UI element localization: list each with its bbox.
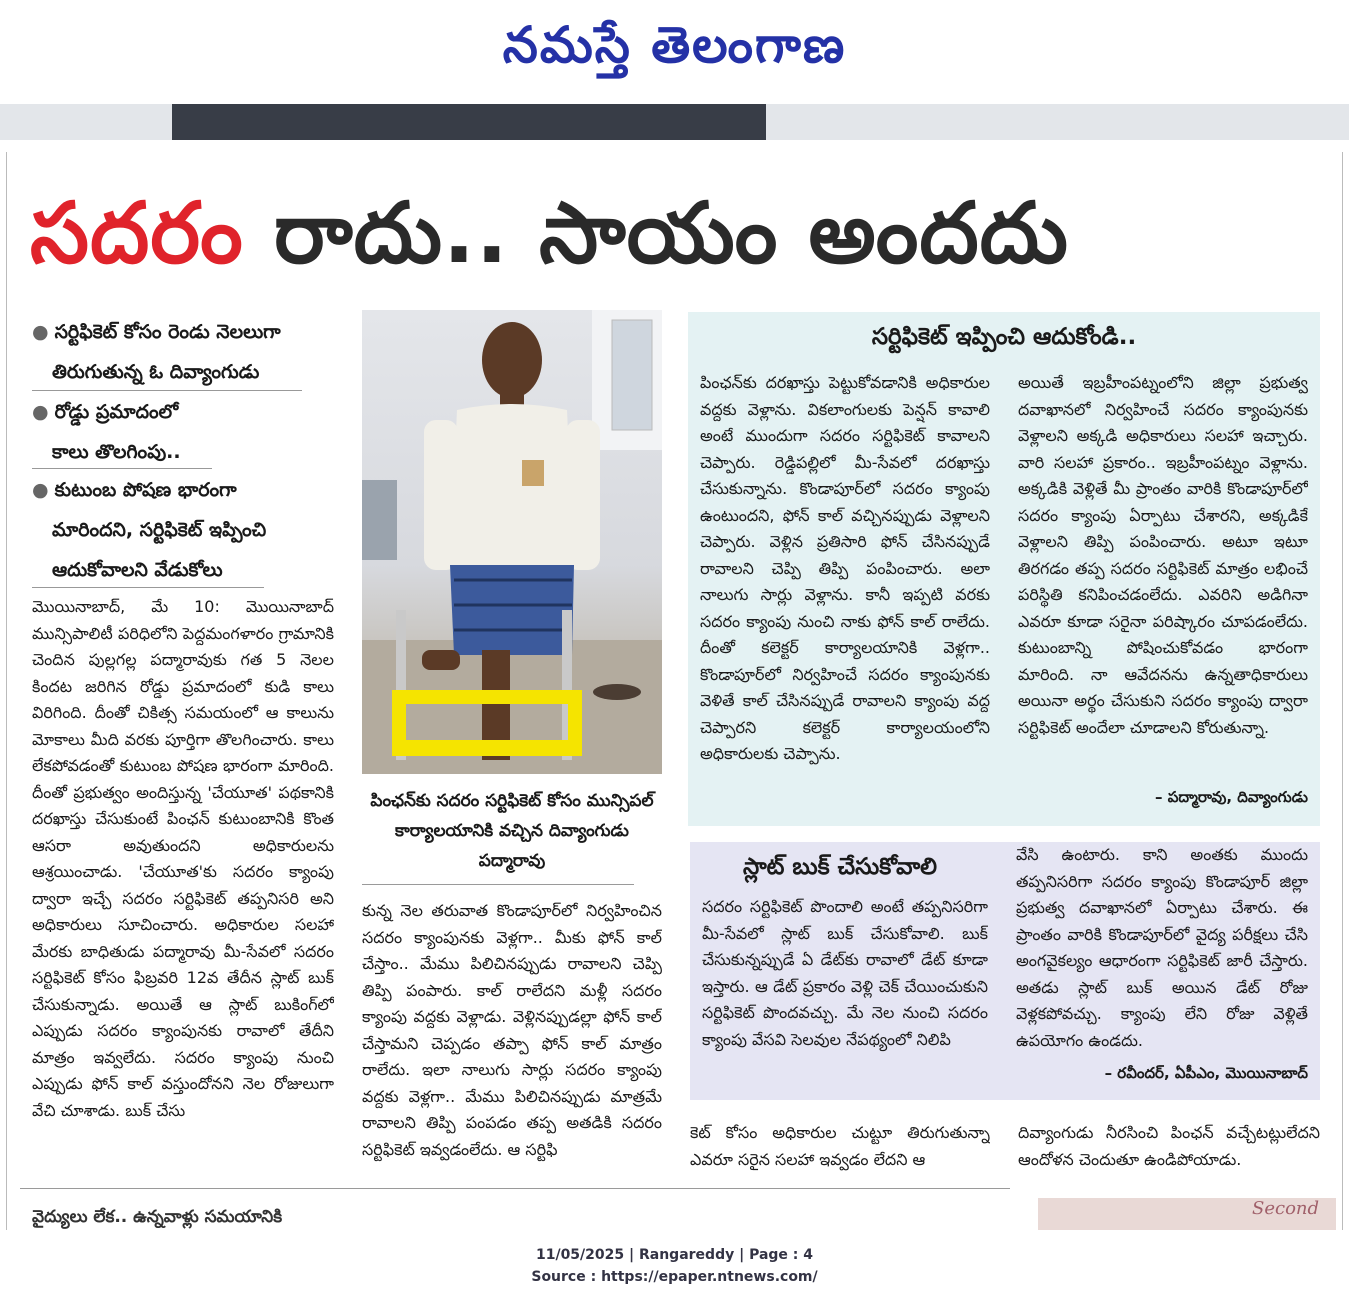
page-frame-right bbox=[1342, 152, 1343, 1230]
photo-caption: పింఛన్‌కు సదరం సర్టిఫికెట్ కోసం మున్సిపల్ కార్యాలయానికి వచ్చిన దివ్యాంగుడు పద్మారావు bbox=[370, 791, 654, 871]
article-col-1: మొయినాబాద్, మే 10: మొయినాబాద్ మున్సిపాలిటీ పరిధిలోని పెద్దమంగళారం గ్రామానికి చెందిన పుల్లగల్ల పద్మారావుకు గత 5 నెలల కిందట జరిగిన రోడ్డు ప్రమాదంలో కుడి కాలు విరిగింది. దీంతో చికిత్స సమయంలో ఆ కాలును మోకాలు మీది వరకు పూర్తిగా తొలగించారు. కాలు లేకపోవడంతో కుటుంబ పోషణ భారంగా మారింది. దీంతో ప్రభుత్వం అందిస్తున్న 'చేయూత' పథకానికి దరఖాస్తు చేసుకుంటే పింఛన్ కుటుంబానికి కొంత ఆసరా అవుతుందని అధికారులను ఆశ్రయించాడు. 'చేయూత'కు సదరం క్యాంపు ద్వారా ఇచ్చే సదరం సర్టిఫికెట్ తప్పనిసరి అని అధికారులు సూచించారు. అధికారుల సలహా మేరకు బాధితుడు పద్మారావు మీ-సేవలో సదరం సర్టిఫికెట్ కోసం ఫిబ్రవరి 12వ తేదీన స్లాట్ బుక్ చేసుకున్నాడు. అయితే ఆ స్లాట్ బుకింగ్‌లో ఎప్పుడు సదరం క్యాంపునకు రావాలో తేదీని మాత్రం ఇవ్వలేదు. సదరం క్యాంపు నుంచి ఎప్పుడు ఫోన్ కాల్ వస్తుందోనని నెల రోజులుగా వేచి చూశాడు. బుక్ చేసు bbox=[32, 597, 334, 1120]
article-col-2: కున్న నెల తరువాత కొండాపూర్‌లో నిర్వహించిన సదరం క్యాంపునకు వెళ్లగా.. మీకు ఫోన్ కాల్ చేస్తాం.. మేము పిలిచినప్పుడు రావాలని చెప్పి తిప్పి పంపారు. కాల్ రాలేదని మళ్లీ సదరం క్యాంపు వద్దకు వెళ్లాడు. వెళ్లినప్పుడల్లా ఫోన్ కాల్ చేస్తామని చెప్పడం తప్పా ఫోన్ కాల్ మాత్రం రాలేదు. ఇలా నాలుగు సార్లు సదరం క్యాంపు వద్దకు వెళ్లగా.. మేము పిలిచినప్పుడు మాత్రమే రావాలని తిప్పి పంపడం తప్ప అతడికి సదరం సర్టిఫికెట్ ఇవ్వడంలేదు. ఆ సర్టిఫి bbox=[362, 901, 662, 1159]
article-col-4: దివ్యాంగుడు నీరసించి పింఛన్ వచ్చేటట్లులేదని ఆందోళన చెందుతూ ఉండిపోయాడు. bbox=[1018, 1123, 1320, 1169]
photo-padmarao bbox=[362, 310, 662, 774]
bottom-rule bbox=[20, 1188, 1010, 1189]
advertisement-thumbnail bbox=[1038, 1198, 1336, 1230]
box1-title: సర్టిఫికెట్ ఇప్పించి ఆదుకోండి.. bbox=[871, 324, 1137, 350]
bullet-2: ● రోడ్డు ప్రమాదంలో కాలు తొలగింపు.. bbox=[32, 392, 332, 472]
bullet-divider bbox=[32, 587, 264, 588]
person-illustration bbox=[362, 310, 662, 774]
box1-col-1: పింఛన్‌కు దరఖాస్తు పెట్టుకోవడానికి అధికారుల వద్దకు వెళ్లాను. వికలాంగులకు పెన్షన్ కావాలి అంటే ముందుగా సదరం సర్టిఫికెట్ కావాలని చెప్పారు. రెడ్డిపల్లిలో మీ-సేవలో దరఖాస్తు చేసుకున్నాను. కొండాపూర్‌లో సదరం క్యాంపు ఉంటుందని, ఫోన్ కాల్ వచ్చినప్పుడు వెళ్లాలని చెప్పారు. వెళ్లిన ప్రతిసారి ఫోన్ చేసినప్పుడే రావాలని చెప్పి తిప్పి పంపించారు. అలా నాలుగు సార్లు వెళ్లాను. కానీ ఇప్పటి వరకు సదరం క్యాంపు నుంచి నాకు ఫోన్ కాల్ రాలేదు. దీంతో కలెక్టర్ కార్యాలయానికి వెళ్లగా.. కొండాపూర్‌లో నిర్వహించే సదరం క్యాంపునకు వెళితే కాల్ చేసినప్పుడే రావాలని క్యాంపు వద్ద చెప్పారని కలెక్టర్ కార్యాలయంలోని అధికారులకు చెప్పాను. bbox=[700, 373, 990, 763]
footer bbox=[0, 1244, 1349, 1288]
top-band-dark bbox=[172, 104, 766, 140]
box2-col-2: వేసి ఉంటారు. కాని అంతకు ముందు తప్పనిసరిగా సదరం క్యాంపు కొండాపూర్ జిల్లా ప్రభుత్వ దవాఖానలో ఏర్పాటు చేశారు. ఈ ప్రాంతం వారికి కొండాపూర్‌లో వైద్య పరీక్షలు చేసి అంగవైకల్యం ఆధారంగా సర్టిఫికెట్ జారీ చేస్తారు. అతడు స్లాట్ బుక్ అయిన డేట్ రోజు వెళ్లకపోవచ్చు. క్యాంపు లేని రోజు వెళ్లితే ఉపయోగం ఉండదు. bbox=[1016, 845, 1308, 1050]
bullet-3-line1: కుటుంబ పోషణ భారంగా bbox=[54, 479, 237, 501]
bullet-1: ● సర్టిఫికెట్ కోసం రెండు నెలలుగా తిరుగుతున్న ఓ దివ్యాంగుడు bbox=[32, 312, 332, 392]
bullet-3-line2: మారిందని, సర్టిఫికెట్ ఇప్పించి bbox=[52, 519, 267, 541]
bullet-2-line1: రోడ్డు ప్రమాదంలో bbox=[54, 401, 179, 423]
bullet-2-line2: కాలు తొలగింపు.. bbox=[52, 441, 181, 463]
footer-source-line[interactable]: Source : https://epaper.ntnews.com/ bbox=[531, 1269, 818, 1285]
caption-rule bbox=[362, 884, 634, 885]
next-story-teaser: వైద్యులు లేక.. ఉన్నవాళ్లు సమయానికి bbox=[32, 1207, 283, 1227]
sidebar-box-official bbox=[690, 842, 1320, 1100]
bullet-divider bbox=[32, 468, 212, 469]
bullet-3-line3: ఆదుకోవాలని వేడుకోలు bbox=[52, 559, 223, 581]
sidebar-box-quote bbox=[688, 312, 1320, 826]
footer-date-line: 11/05/2025 | Rangareddy | Page : 4 bbox=[535, 1247, 814, 1263]
page-frame-left bbox=[6, 152, 7, 1230]
bullet-divider bbox=[32, 390, 302, 391]
headline-red: సదరం bbox=[30, 184, 244, 282]
box1-signature: – పద్మారావు, దివ్యాంగుడు bbox=[1155, 788, 1308, 806]
bullet-1-line2: తిరుగుతున్న ఓ దివ్యాంగుడు bbox=[52, 361, 260, 383]
masthead-logo: నమస్తే తెలంగాణ bbox=[502, 15, 847, 74]
bullet-1-line1: సర్టిఫికెట్ కోసం రెండు నెలలుగా bbox=[54, 321, 281, 343]
ad-text: Second bbox=[1252, 1198, 1320, 1219]
article-col-3: కెట్ కోసం అధికారుల చుట్టూ తిరుగుతున్నా ఎవరూ సరైన సలహా ఇవ్వడం లేదని ఆ bbox=[690, 1123, 990, 1169]
bullet-3: ● కుటుంబ పోషణ భారంగా మారిందని, సర్టిఫికెట్ ఇప్పించి ఆదుకోవాలని వేడుకోలు bbox=[32, 470, 332, 590]
box1-col-2: అయితే ఇబ్రహీంపట్నంలోని జిల్లా ప్రభుత్వ దవాఖానలో నిర్వహించే సదరం క్యాంపునకు వెళ్లాలని అక్కడి అధికారులు సలహా ఇచ్చారు. వారి సలహా ప్రకారం.. ఇబ్రహీంపట్నం వెళ్లాను. అక్కడికి వెళ్లితే మీ ప్రాంతం వారికి కొండాపూర్‌లో సదరం క్యాంపు ఏర్పాటు చేశారని, అక్కడికే వెళ్లాలని తిప్పి పంపించారు. అటూ ఇటూ తిరగడం తప్ప సదరం సర్టిఫికెట్ మాత్రం లభించే పరిస్థితి కనిపించడంలేదు. ఎవరిని అడిగినా ఎవరూ కూడా సరైనా పరిష్కారం చూపడంలేదు. కుటుంబాన్ని పోషించుకోవడం భారంగా మారింది. నా ఆవేదనను ఉన్నతాధికారులు అయినా అర్థం చేసుకుని సదరం క్యాంపు ద్వారా సర్టిఫికెట్ అందేలా చూడాలని కోరుతున్నా. bbox=[1018, 373, 1308, 737]
box2-signature: – రవీందర్, ఏపీఎం, మొయినాబాద్ bbox=[1104, 1064, 1308, 1082]
headline-black: రాదు.. సాయం అందదు bbox=[273, 184, 1069, 282]
box2-col-1: సదరం సర్టిఫికెట్ పొందాలి అంటే తప్పనిసరిగా మీ-సేవలో స్లాట్ బుక్ చేసుకోవాలి. బుక్ చేసుకున్నప్పుడే ఏ డేట్‌కు రావాలో డేట్ కూడా ఇస్తారు. ఆ డేట్ ప్రకారం వెళ్లి చెక్ చేయించుకుని సర్టిఫికెట్ పొందవచ్చు. మే నెల నుంచి సదరం క్యాంపు వేసవి సెలవుల నేపథ్యంలో నిలిపి bbox=[702, 897, 988, 1049]
headline bbox=[30, 178, 1330, 288]
box2-title: స్లాట్ బుక్ చేసుకోవాలి bbox=[742, 854, 938, 880]
